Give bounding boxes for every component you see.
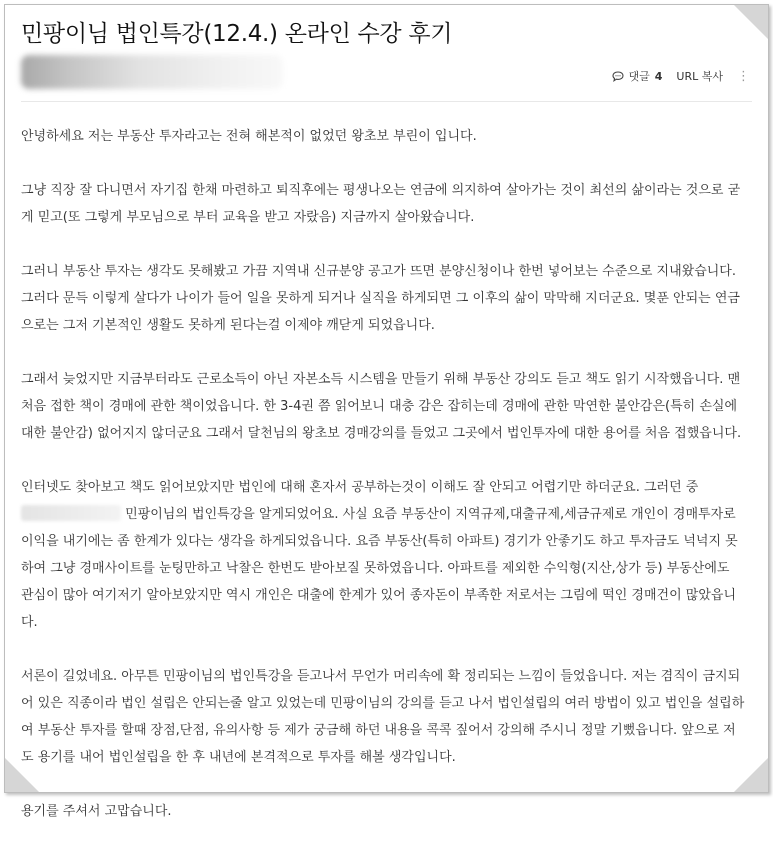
comment-button[interactable] (612, 68, 663, 84)
post-title: 민팡이님 법인특강(12.4.) 온라인 수강 후기 (21, 21, 453, 47)
vertical-dots-icon[interactable]: ⋮ (737, 68, 750, 84)
paragraph: 그러니 부동산 투자는 생각도 못해봤고 가끔 지역내 신규분양 공고가 뜨면 분양신청이나 한번 넣어보는 수준으로 지내왔습니다. 그러다 문득 이렇게 살다가 나이가 들어 일을 못하게 되거나 실직을 하게되면 그 이후의 삶이 막막해 지더군요. 몇푼 안되는 연금으로는 그저 기본적인 생활도 못하게 된다는걸 이제야 깨닫게 되었읍니다. (21, 264, 740, 333)
url-copy-button[interactable]: URL 복사 (676, 70, 723, 83)
paragraph: 안녕하세요 저는 부동산 투자라고는 전혀 해본적이 없었던 왕초보 부린이 입니다. (21, 129, 477, 144)
paragraph: 용기를 주셔서 고맙습니다. (21, 804, 172, 819)
post-meta-bar (612, 68, 751, 84)
comment-label: 댓글 (628, 70, 650, 83)
paragraph: 그냥 직장 잘 다니면서 자기집 한채 마련하고 퇴직후에는 평생나오는 연금에 의지하여 살아가는 것이 최선의 삶이라는 것으로 굳게 믿고(또 그렇게 부모님으로 부터 교육을 받고 자랐음) 지금까지 살아왔습니다. (21, 183, 741, 225)
page-corner-decoration (5, 758, 39, 792)
speech-bubble-icon (612, 71, 624, 82)
header-divider (21, 101, 752, 102)
post-frame (4, 4, 769, 819)
page-corner-decoration (734, 758, 768, 792)
comment-count: 4 (654, 69, 663, 83)
paragraph-text: 인터넷도 찾아보고 책도 읽어보았지만 법인에 대해 혼자서 공부하는것이 이해도 잘 안되고 어렵기만 하더군요. 그러던 중 (21, 480, 699, 495)
redacted-name (21, 505, 121, 521)
paragraph-text: 민팡이님의 법인특강을 알게되었어요. 사실 요즘 부동산이 지역규제,대출규제,세금규제로 개인이 경매투자로 이익을 내기에는 좀 한계가 있다는 생각을 하게되었읍니다. 요즘 부동산(특히 아파트) 경기가 안좋기도 하고 투자금도 넉넉지 못하여 그냥 경매사이트를 눈팅만하고 낙찰은 한번도 받아보질 못하였읍니다. 아파트를 제외한 수익형(지산,상가 등) 부동산에도 관심이 많아 여기저기 알아보았지만 역시 개인은 대출에 한계가 있어 종자돈이 부족한 저로서는 그림에 떡인 경매건이 많았읍니다. (21, 507, 738, 630)
paragraph: 그래서 늦었지만 지금부터라도 근로소득이 아닌 자본소득 시스템을 만들기 위해 부동산 강의도 듣고 책도 읽기 시작했읍니다. 맨처음 접한 책이 경매에 관한 책이었읍니다. 한 3-4권 쯤 읽어보니 대충 감은 잡히는데 경매에 관한 막연한 불안감은(특히 손실에 대한 불안감) 없어지지 않더군요 그래서 달천님의 왕초보 경매강의를 들었고 그곳에서 법인투자에 대한 용어를 처음 접했읍니다. (21, 372, 742, 441)
page-corner-decoration (734, 5, 768, 39)
paragraph (21, 474, 745, 636)
post-body (21, 123, 745, 852)
author-profile-blurred (21, 55, 283, 89)
paragraph: 서론이 길었네요. 아무튼 민팡이님의 법인특강을 듣고나서 무언가 머리속에 확 정리되는 느낌이 들었읍니다. 저는 겸직이 금지되어 있은 직종이라 법인 설립은 안되는줄 알고 있었는데 민팡이님의 강의를 듣고 나서 법인설립의 여러 방법이 있고 법인을 설립하여 부동산 투자를 할때 장점,단점, 유의사항 등 제가 궁금해 하던 내용을 콕콕 짚어서 강의해 주시니 정말 기뻤읍니다. 앞으로 저도 용기를 내어 법인설립을 한 후 내년에 본격적으로 투자를 해볼 생각입니다. (21, 669, 745, 765)
